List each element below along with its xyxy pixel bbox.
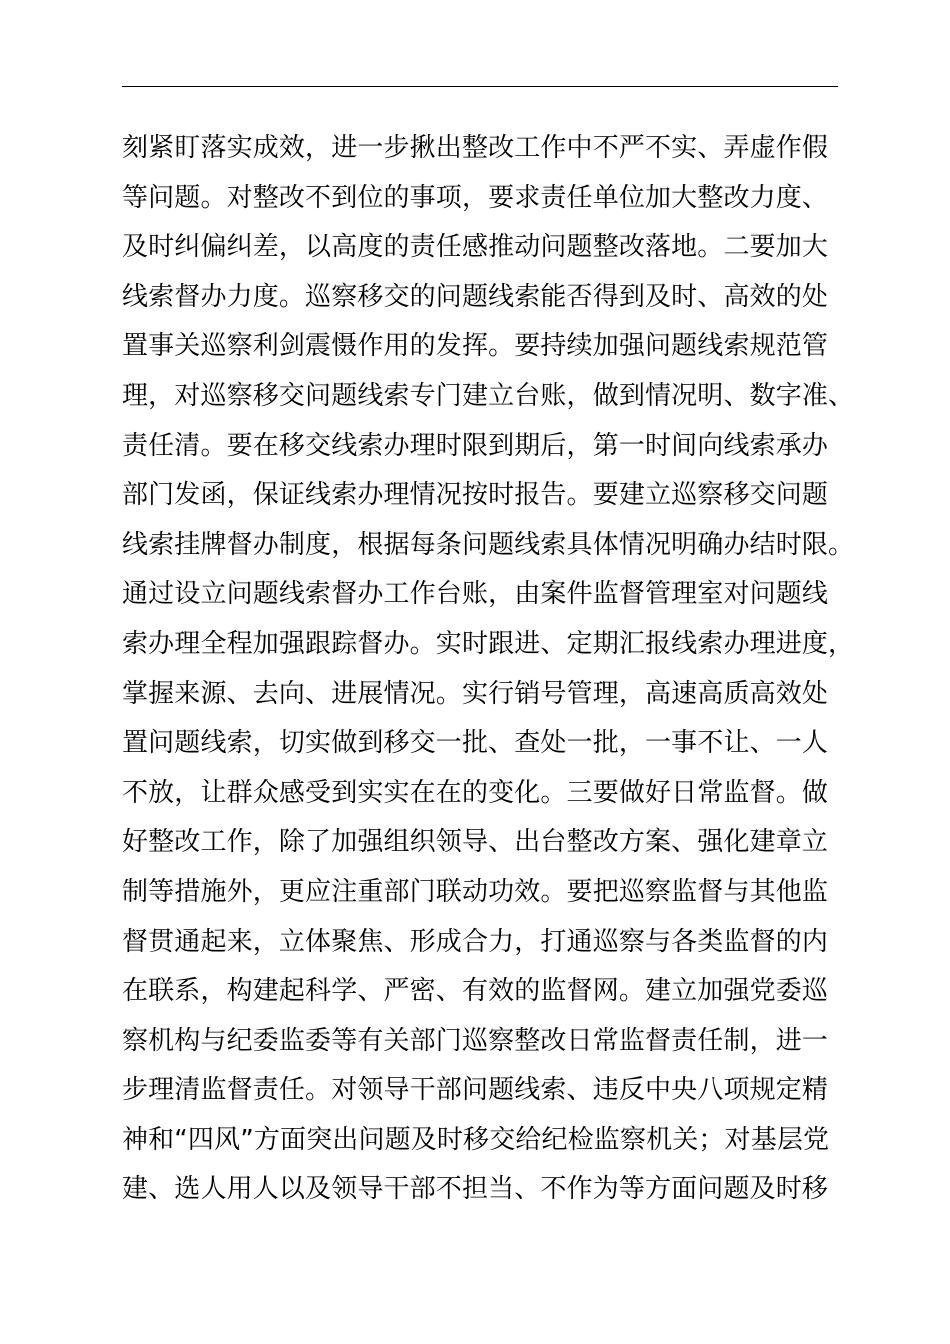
text-line: 置事关巡察利剑震慑作用的发挥。要持续加强问题线索规范管 <box>122 331 829 362</box>
text-line: 不放，让群众感受到实实在在的变化。三要做好日常监督。做 <box>122 777 829 808</box>
header-divider <box>122 86 838 87</box>
text-line: 建、选人用人以及领导干部不担当、不作为等方面问题及时移 <box>122 1174 829 1205</box>
text-line: 等问题。对整改不到位的事项，要求责任单位加大整改力度、 <box>122 182 829 213</box>
text-line: 责任清。要在移交线索办理时限到期后，第一时间向线索承办 <box>122 430 829 461</box>
body-text <box>122 124 862 1215</box>
text-line: 通过设立问题线索督办工作台账，由案件监督管理室对问题线 <box>122 579 829 610</box>
text-line: 好整改工作，除了加强组织领导、出台整改方案、强化建章立 <box>122 827 829 858</box>
text-line: 线索督办力度。巡察移交的问题线索能否得到及时、高效的处 <box>122 281 829 312</box>
text-line: 刻紧盯落实成效，进一步揪出整改工作中不严不实、弄虚作假 <box>122 133 829 163</box>
text-line: 察机构与纪委监委等有关部门巡察整改日常监督责任制，进一 <box>122 1025 829 1056</box>
text-line: 及时纠偏纠差，以高度的责任感推动问题整改落地。二要加大 <box>122 232 829 263</box>
text-line: 在联系，构建起科学、严密、有效的监督网。建立加强党委巡 <box>122 976 829 1007</box>
text-line: 置问题线索，切实做到移交一批、查处一批，一事不让、一人 <box>122 728 829 759</box>
text-line: 步理清监督责任。对领导干部问题线索、违反中央八项规定精 <box>122 1075 829 1106</box>
text-line: 制等措施外，更应注重部门联动功效。要把巡察监督与其他监 <box>122 876 829 907</box>
text-line: 索办理全程加强跟踪督办。实时跟进、定期汇报线索办理进度， <box>122 628 855 659</box>
text-line: 理，对巡察移交问题线索专门建立台账，做到情况明、数字准、 <box>122 380 855 411</box>
text-line: 掌握来源、去向、进展情况。实行销号管理，高速高质高效处 <box>122 678 829 709</box>
text-line: 线索挂牌督办制度，根据每条问题线索具体情况明确办结时限。 <box>122 529 855 560</box>
text-line: 督贯通起来，立体聚焦、形成合力，打通巡察与各类监督的内 <box>122 926 829 957</box>
text-line: 神和“四风”方面突出问题及时移交给纪检监察机关；对基层党 <box>122 1124 830 1155</box>
text-line: 部门发函，保证线索办理情况按时报告。要建立巡察移交问题 <box>122 480 829 511</box>
